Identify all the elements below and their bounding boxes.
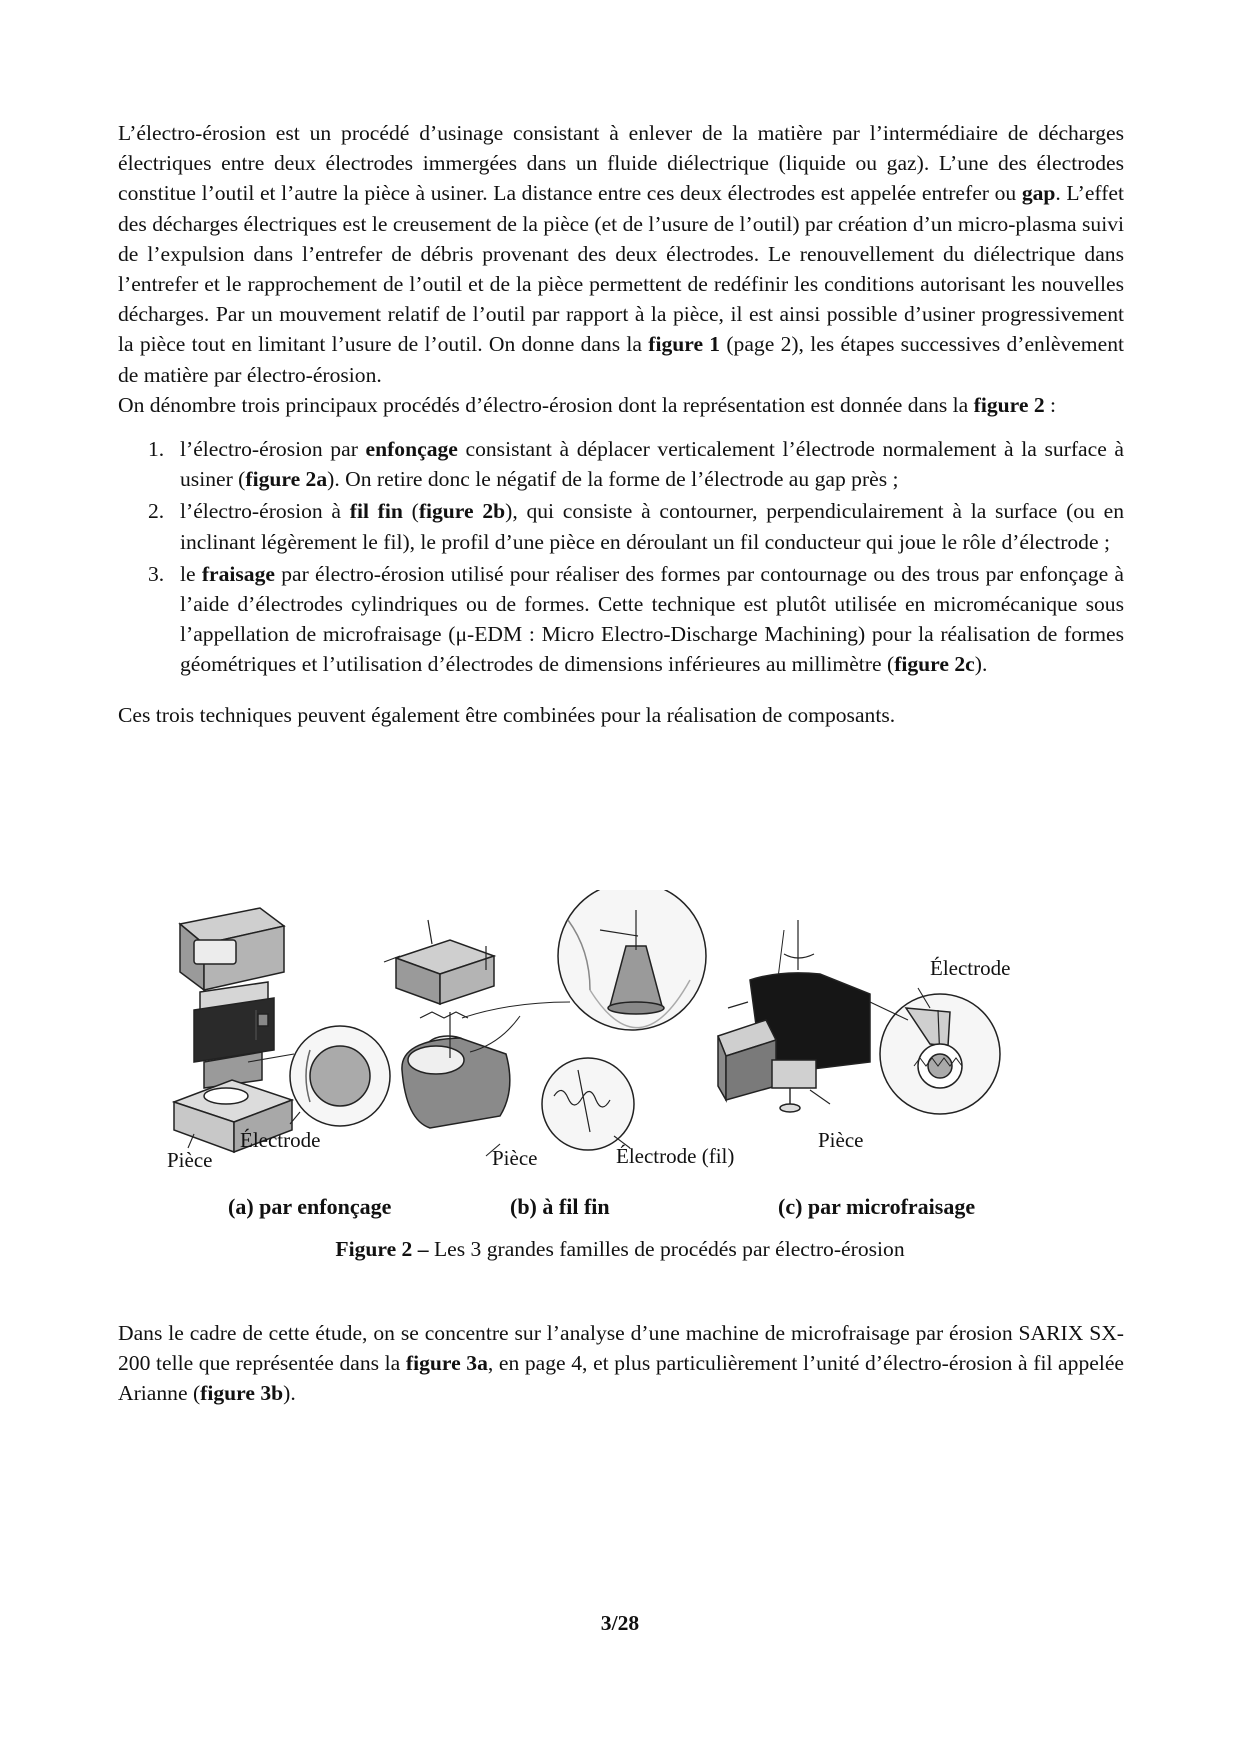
page-number: 3/28 [600, 1611, 640, 1635]
figure-3a-ref: figure 3a [405, 1351, 488, 1376]
gap-term: gap [1021, 181, 1056, 206]
figure-3b-ref: figure 3b [200, 1381, 284, 1406]
closing-paragraph: Dans le cadre de cette étude, on se concentre sur l’analyse d’une machine de microfraisage par érosion SARIX SX-200 telle que représentée dans la figure 3a, en page 4, et plus particulièrement l’unité d’électro-érosion à fil appelée Arianne (figure 3b). [118, 1321, 1124, 1406]
fig-2a-electrode-label: Électrode [240, 1128, 321, 1152]
list-item: 2. l’électro-érosion à fil fin (figure 2b), qui consiste à contourner, perpendiculairement à la surface (ou en inclinant légèrement le fil), le profil d’une pièce en déroulant un fil conducteur qui joue le rôle d’électrode ; [148, 499, 1125, 554]
fig-2b-piece-label: Pièce [492, 1146, 538, 1170]
micro-milling-illustration [718, 920, 1000, 1114]
closing-text [118, 1318, 1124, 1409]
figure-2 [167, 890, 1090, 1219]
list-item: 3. le fraisage par électro-érosion utilisé pour réaliser des formes par contournage ou des trous par enfonçage à l’aide d’électrodes cylindriques ou de formes. Cette technique est plutôt utilisée en micromécanique sous l’appellation de microfraisage (μ-EDM : Micro Electro-Discharge Machining) pour la réalisation de formes géométriques et l’utilisation d’électrodes de dimensions inférieures au millimètre (figure 2c). [148, 561, 1124, 677]
figure-2-ref: figure 2 [973, 392, 1045, 417]
methods-intro-paragraph: On dénombre trois principaux procédés d’électro-érosion dont la représentation est donnée dans la figure 2 : [118, 392, 1057, 417]
fig-2b-subcaption: (b) à fil fin [510, 1194, 610, 1219]
methods-list [118, 434, 1124, 680]
list-item: 1. l’électro-érosion par enfonçage consistant à déplacer verticalement l’électrode normalement à la surface à usiner (figure 2a). On retire donc le négatif de la forme de l’électrode au gap près ; [148, 437, 1124, 492]
fig-2c-subcaption: (c) par microfraisage [778, 1194, 976, 1219]
fig-2a-subcaption: (a) par enfonçage [228, 1194, 392, 1219]
combination-paragraph: Ces trois techniques peuvent également être combinées pour la réalisation de composants. [118, 702, 896, 727]
fig-2c-piece-label: Pièce [818, 1128, 864, 1152]
figure-1-ref: figure 1 [648, 332, 721, 357]
fig-2a-piece-label: Pièce [167, 1148, 213, 1172]
fig-2b-electrode-label: Électrode (fil) [616, 1144, 735, 1168]
figure-2-caption: Figure 2 – Les 3 grandes familles de procédés par électro-érosion [335, 1237, 905, 1261]
intro-paragraph: L’électro-érosion est un procédé d’usinage consistant à enlever de la matière par l’intermédiaire de décharges électriques entre deux électrodes immergées dans un fluide diélectrique (liquide ou gaz). L’une des électrodes constitue l’outil et l’autre la pièce à usiner. La distance entre ces deux électrodes est appelée entrefer ou gap. L’effet des décharges électriques est le creusement de la pièce (et de l’usure de l’outil) par création d’un micro-plasma suivi de l’expulsion dans l’entrefer de débris provenant des deux électrodes. Le renouvellement du diélectrique dans l’entrefer et le rapprochement de l’outil et de la pièce permettent de redéfinir les conditions autorisant les nouvelles décharges. Par un mouvement relatif de l’outil par rapport à la pièce, il est ainsi possible d’usiner progressivement la pièce tout en limitant l’usure de l’outil. On donne dans la figure 1 (page 2), les étapes successives d’enlèvement de matière par électro-érosion. [118, 121, 1124, 387]
fig-2c-electrode-label: Électrode [930, 956, 1011, 980]
wire-edm-illustration [384, 890, 706, 1156]
body-text [118, 118, 1124, 730]
sinking-edm-illustration [174, 908, 390, 1152]
